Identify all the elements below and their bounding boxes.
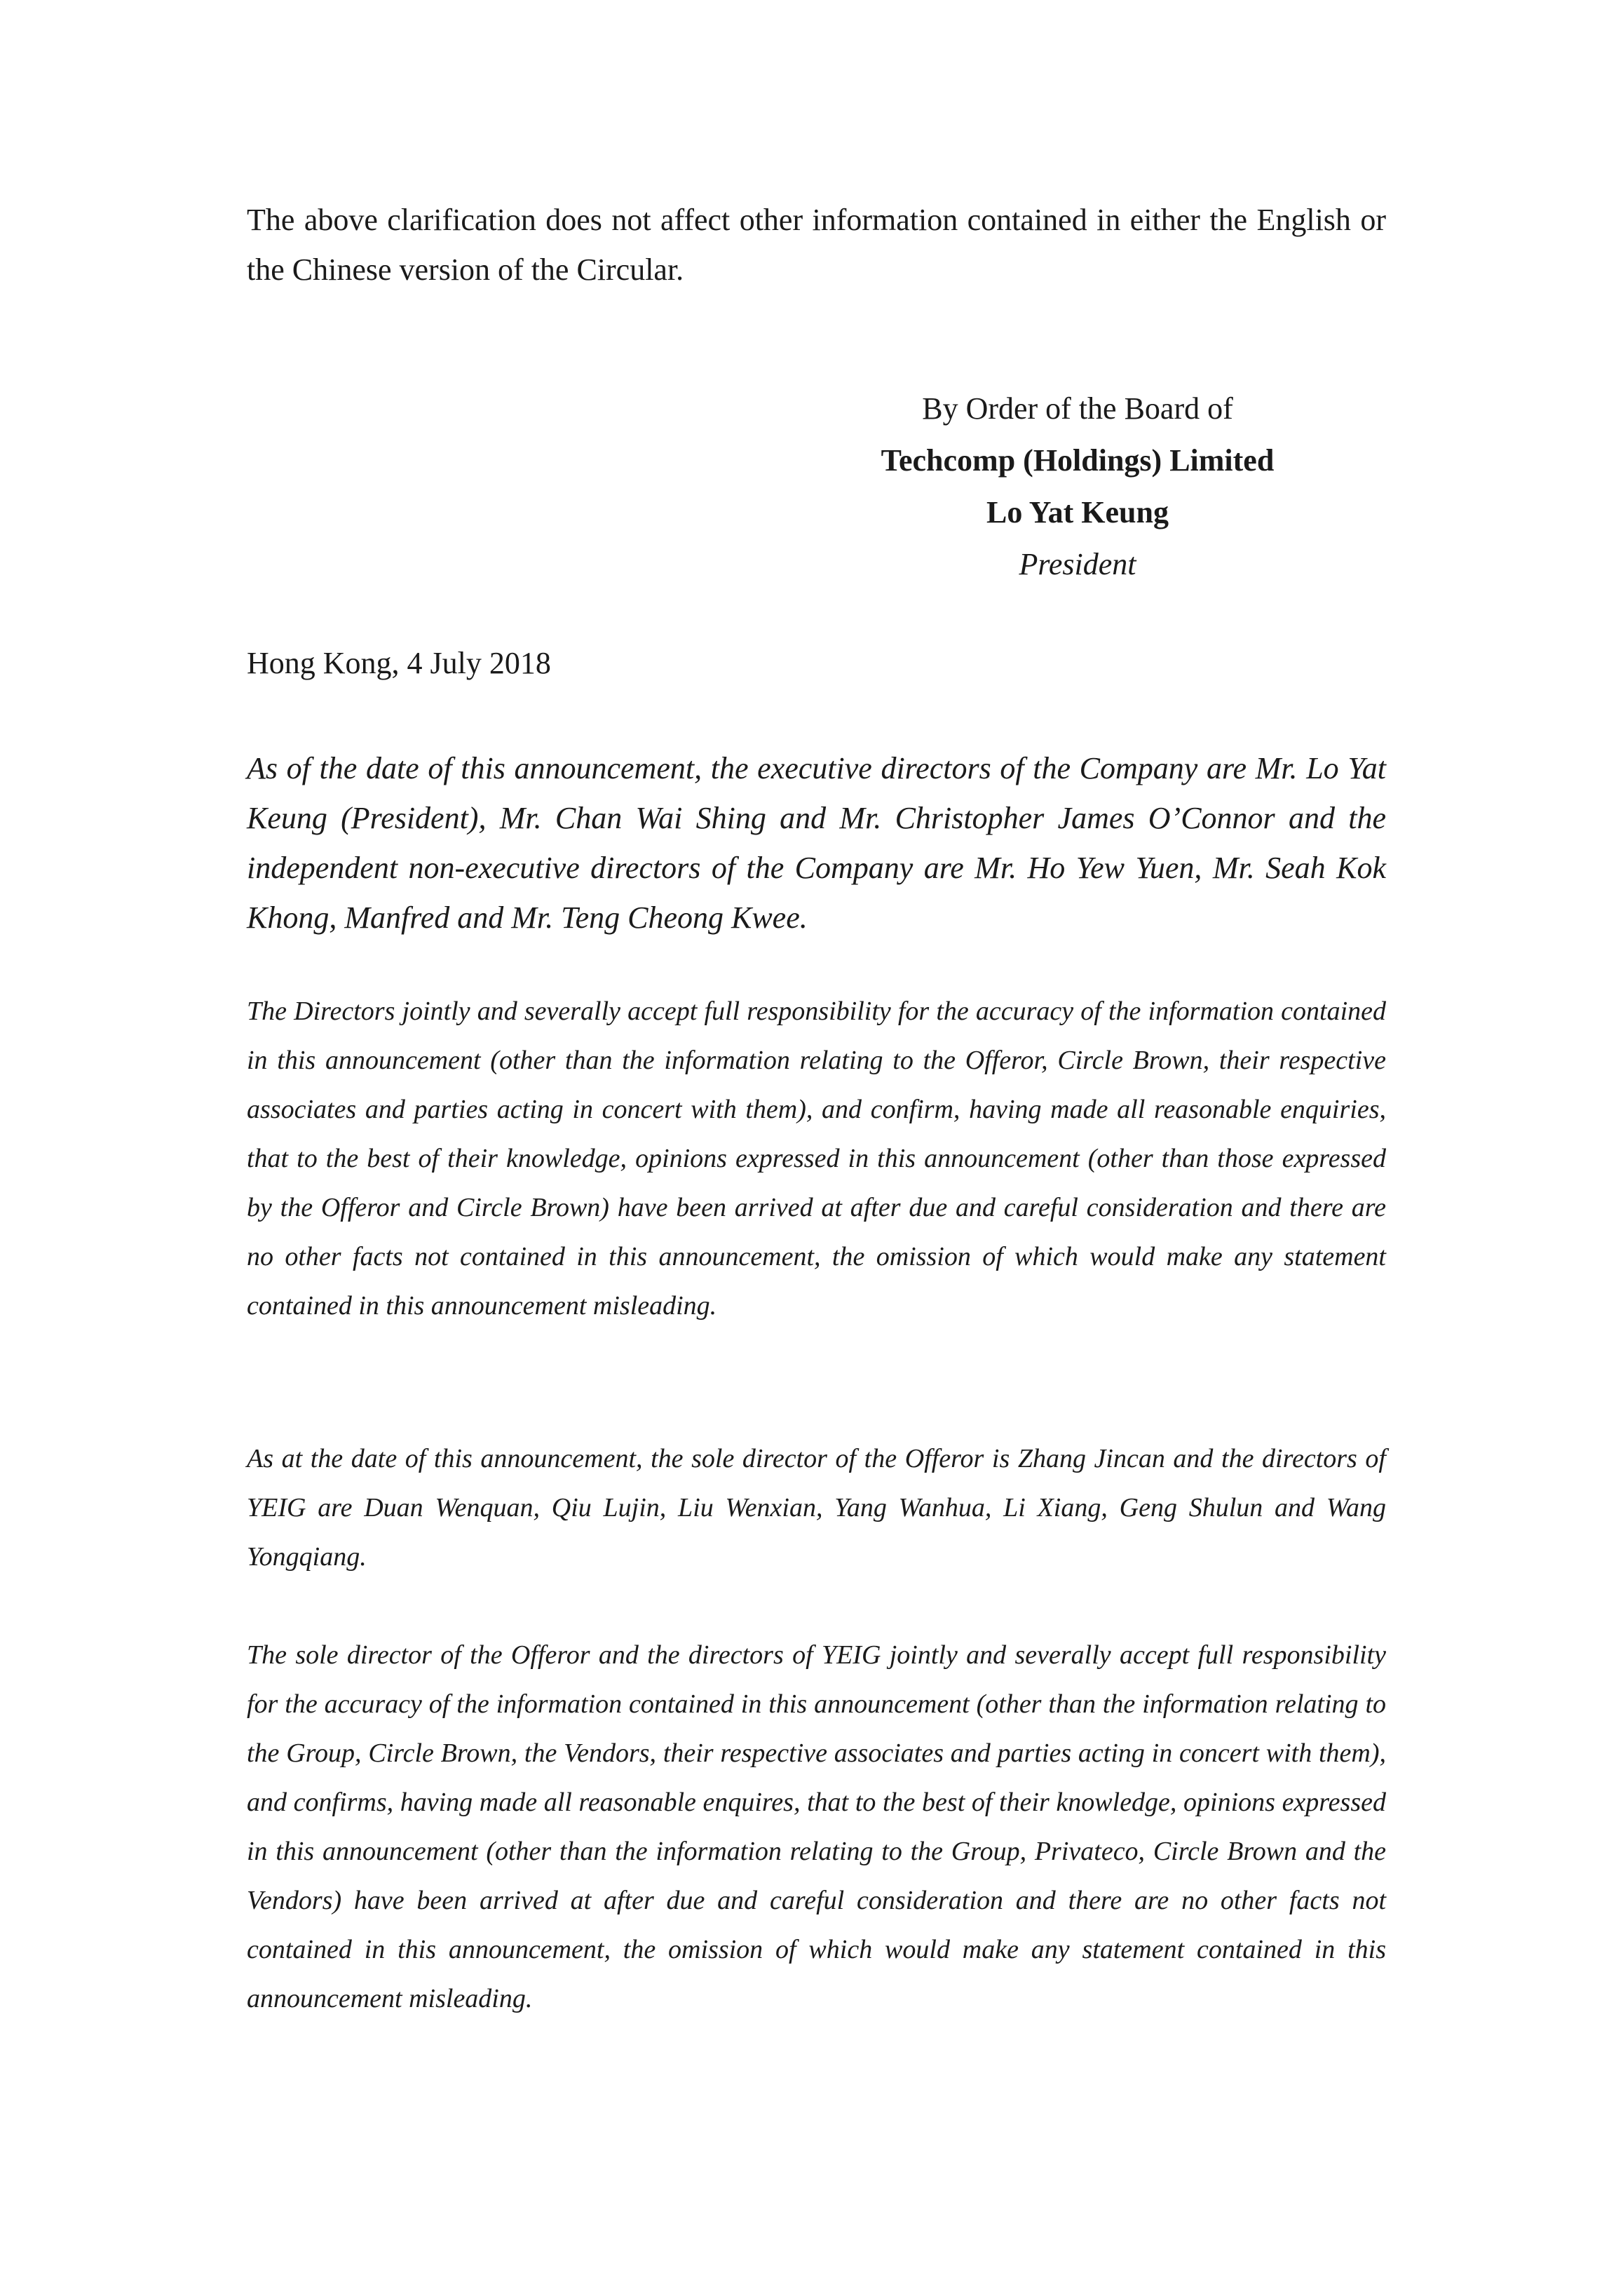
company-directors-paragraph: As of the date of this announcement, the executive directors of the Company are Mr. Lo Yat Keung (President), Mr. Chan Wai Shing and Mr. Christopher James O’Connor and the independent non-executive directors of the Company are Mr. Ho Yew Yuen, Mr. Seah Kok Khong, Manfred and Mr. Teng Cheong Kwee.: [247, 751, 1386, 935]
directors-responsibility-paragraph: The Directors jointly and severally accept full responsibility for the accuracy of the information contained in this announcement (other than the information relating to the Offeror, Circle Brown, their respective associates and parties acting in concert with them), and confirm, having made all reasonable enquiries, that to the best of their knowledge, opinions expressed in this announcement (other than those expressed by the Offeror and Circle Brown) have been arrived at after due and careful consideration and there are no other facts not contained in this announcement, the omission of which would make any statement contained in this announcement misleading.: [247, 997, 1386, 1321]
signature-block: [797, 383, 1358, 590]
offeror-directors-paragraph: As at the date of this announcement, the sole director of the Offeror is Zhang Jincan and the directors of YEIG are Duan Wenquan, Qiu Lujin, Liu Wenxian, Yang Wanhua, Li Xiang, Geng Shulun and Wang Yongqiang.: [247, 1444, 1386, 1572]
by-order-line: By Order of the Board of: [922, 391, 1233, 426]
company-name: Techcomp (Holdings) Limited: [881, 443, 1275, 478]
dateline: Hong Kong, 4 July 2018: [247, 646, 551, 680]
offeror-responsibility-paragraph: The sole director of the Offeror and the directors of YEIG jointly and severally accept full responsibility for the accuracy of the information contained in this announcement (other than the information relating to the Group, Circle Brown, the Vendors, their respective associates and parties acting in concert with them), and confirms, having made all reasonable enquires, that to the best of their knowledge, opinions expressed in this announcement (other than the information relating to the Group, Privateco, Circle Brown and the Vendors) have been arrived at after due and careful consideration and there are no other facts not contained in this announcement, the omission of which would make any statement contained in this announcement misleading.: [247, 1640, 1386, 2013]
signatory-name: Lo Yat Keung: [986, 495, 1169, 529]
signatory-title: President: [1019, 547, 1136, 581]
clarification-paragraph: The above clarification does not affect other information contained in either the English or the Chinese version of the Circular.: [247, 203, 1386, 287]
